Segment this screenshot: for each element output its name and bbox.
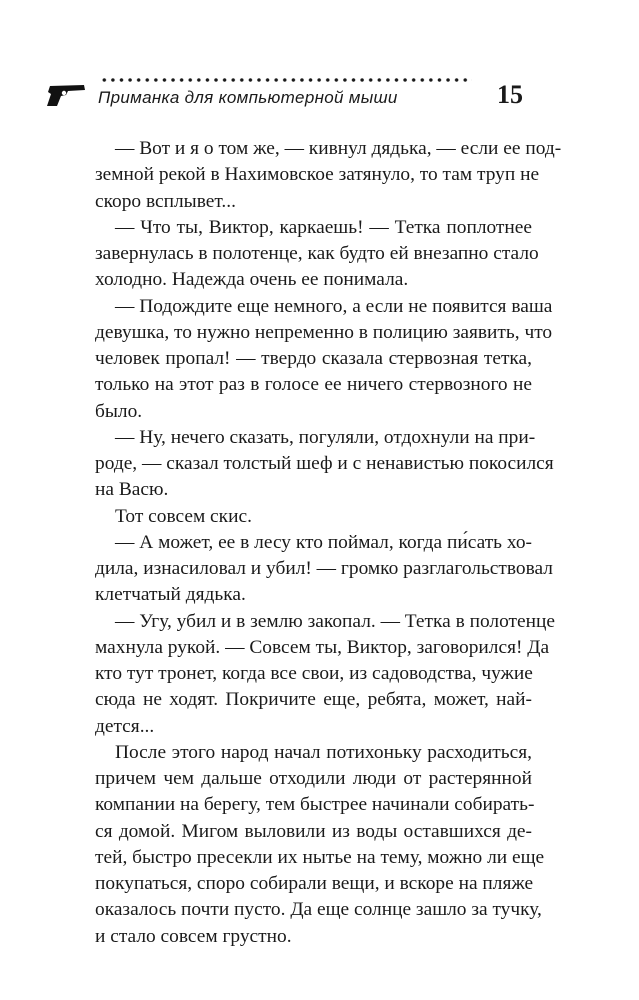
text-line: человек пропал! — твердо сказала стервозная тетка, <box>95 348 532 369</box>
text-line: ся домой. Мигом выловили из воды оставшихся де- <box>95 820 532 842</box>
paragraph <box>95 740 545 950</box>
revolver-icon <box>44 82 88 108</box>
text-line: сюда не ходят. Покричите еще, ребята, может, най- <box>95 689 532 711</box>
dotted-rule <box>100 76 472 84</box>
text-line: махнула рукой. — Совсем ты, Виктор, заговорился! Да <box>95 636 550 658</box>
paragraph <box>95 504 532 530</box>
text-line: дила, изнасиловал и убил! — громко разглагольствовал <box>95 558 553 579</box>
text-line: компании на берегу, тем быстрее начинали собирать- <box>95 794 535 816</box>
text-line: роде, — сказал толстый шеф и с ненавистью покосился <box>95 453 554 474</box>
text-line: холодно. Надежда очень ее понимала. <box>95 269 409 291</box>
paragraph <box>95 136 562 215</box>
text-line: Тот совсем скис. <box>115 505 252 527</box>
text-line: на Васю. <box>95 479 169 501</box>
page-number: 15 <box>497 80 523 109</box>
text-line: оказалось почти пусто. Да еще солнце зашло за тучку, <box>95 899 542 921</box>
paragraph <box>95 294 553 425</box>
text-line: завернулась в полотенце, как будто ей внезапно стало <box>95 243 539 264</box>
text-line: земной рекой в Нахимовское затянуло, то там труп не <box>95 164 540 186</box>
text-line: тей, быстро пресекли их нытье на тему, можно ли еще <box>95 846 545 868</box>
text-line: причем чем дальше отходили люди от растерянной <box>95 768 532 789</box>
text-line: только на этот раз в голосе ее ничего стервозного не <box>95 374 532 396</box>
text-line: покупаться, споро собирали вещи, и вскоре на пляже <box>95 873 534 894</box>
text-line: клетчатый дядька. <box>95 584 246 606</box>
paragraph <box>95 609 555 740</box>
running-header <box>0 0 639 120</box>
paragraph <box>95 215 539 294</box>
text-line: было. <box>95 400 143 422</box>
text-line: — Угу, убил и в землю закопал. — Тетка в полотенце <box>115 610 555 632</box>
text-line: и стало совсем грустно. <box>95 925 292 947</box>
text-line: скоро всплывет... <box>95 190 236 212</box>
paragraph <box>95 530 553 609</box>
text-line: — Что ты, Виктор, каркаешь! — Тетка поплотнее <box>115 216 532 238</box>
paragraph <box>95 425 554 504</box>
text-line: дется... <box>95 715 155 737</box>
text-line: кто тут тронет, когда все свои, из садоводства, чужие <box>95 663 533 684</box>
page-body-text <box>95 136 562 950</box>
running-title: Приманка для компьютерной мыши <box>98 88 398 107</box>
text-line: — А может, ее в лесу кто поймал, когда пи́сать хо- <box>115 531 532 553</box>
text-line: После этого народ начал потихоньку расходиться, <box>115 741 532 763</box>
text-line: — Ну, нечего сказать, погуляли, отдохнули на при- <box>115 426 536 448</box>
text-line: — Подождите еще немного, а если не появится ваша <box>115 295 553 317</box>
text-line: — Вот и я о том же, — кивнул дядька, — если ее под- <box>115 138 562 159</box>
text-line: девушка, то нужно непременно в полицию заявить, что <box>95 321 553 343</box>
